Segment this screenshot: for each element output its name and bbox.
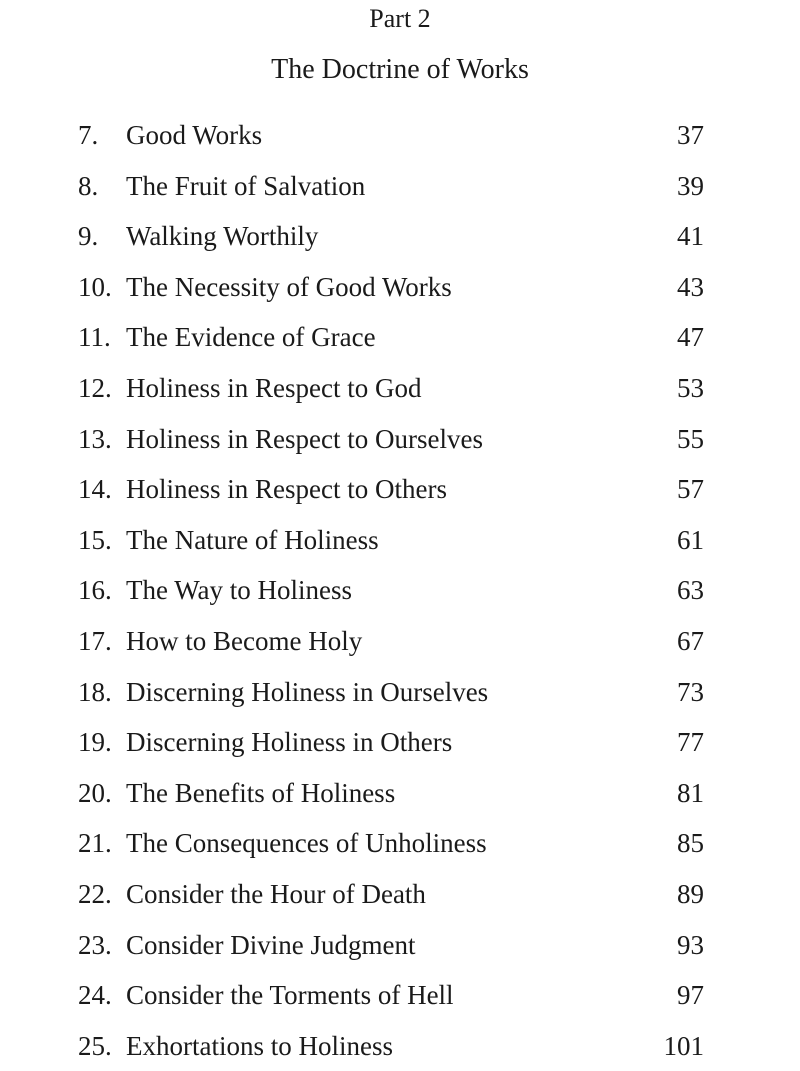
toc-entry-number: 23. (78, 929, 112, 960)
toc-entry-number: 24. (78, 980, 112, 1011)
toc-entry-title: The Evidence of Grace (126, 322, 376, 353)
toc-entry-page: 57 (677, 474, 704, 505)
toc-entry-number: 10. (78, 271, 112, 302)
toc-entry[interactable] (78, 312, 704, 363)
toc-entry-page: 61 (677, 524, 704, 555)
toc-entry-number: 7. (78, 120, 99, 150)
toc-entry[interactable] (78, 262, 704, 313)
toc-entry-page: 39 (677, 170, 704, 201)
toc-entry[interactable] (78, 1021, 704, 1071)
toc-entry-page: 81 (677, 777, 704, 808)
toc-entry[interactable] (78, 717, 704, 768)
toc-entry[interactable] (78, 161, 704, 212)
toc-entry[interactable] (78, 363, 704, 414)
toc-entry-number: 20. (78, 777, 112, 808)
toc-entry-title: Consider Divine Judgment (126, 929, 416, 960)
part-title: The Doctrine of Works (271, 54, 529, 85)
toc-entry-page: 97 (677, 980, 704, 1011)
toc-entry-page: 89 (677, 878, 704, 909)
table-of-contents (78, 110, 704, 1071)
toc-entry-number: 13. (78, 423, 112, 454)
toc-entry[interactable] (78, 818, 704, 869)
toc-entry-page: 73 (677, 676, 704, 707)
toc-entry[interactable] (78, 616, 704, 667)
toc-entry-title: The Fruit of Salvation (126, 170, 366, 201)
toc-entry-number: 14. (78, 474, 112, 505)
toc-entry[interactable] (78, 211, 704, 262)
toc-entry-title: Walking Worthily (126, 221, 319, 252)
toc-entry[interactable] (78, 970, 704, 1021)
toc-entry[interactable] (78, 768, 704, 819)
toc-entry-number: 18. (78, 676, 112, 707)
toc-entry-number: 8. (78, 170, 99, 201)
toc-entry-page: 53 (677, 372, 704, 403)
toc-entry[interactable] (78, 667, 704, 718)
toc-entry-number: 17. (78, 625, 112, 656)
toc-entry-number: 25. (78, 1030, 112, 1061)
toc-entry-title: Discerning Holiness in Ourselves (126, 676, 489, 707)
toc-entry-number: 11. (78, 322, 111, 353)
toc-entry[interactable] (78, 869, 704, 920)
toc-entry-title: The Necessity of Good Works (126, 271, 452, 302)
toc-entry[interactable] (78, 565, 704, 616)
toc-entry-number: 16. (78, 575, 112, 606)
toc-entry-title: Holiness in Respect to God (126, 372, 422, 403)
toc-entry-title: How to Become Holy (126, 625, 363, 656)
toc-entry-page: 55 (677, 423, 704, 454)
toc-entry[interactable] (78, 515, 704, 566)
toc-entry-number: 15. (78, 524, 112, 555)
toc-entry-page: 93 (677, 929, 704, 960)
toc-entry-page: 85 (677, 828, 704, 859)
toc-entry-title: Exhortations to Holiness (126, 1030, 393, 1061)
toc-entry-title: Discerning Holiness in Others (126, 727, 453, 758)
toc-entry-page: 47 (677, 322, 704, 353)
toc-entry[interactable] (78, 464, 704, 515)
toc-entry-page: 101 (663, 1030, 704, 1061)
toc-entry-title: Holiness in Respect to Others (126, 474, 447, 505)
toc-entry-number: 21. (78, 828, 112, 859)
toc-entry[interactable] (78, 414, 704, 465)
toc-entry-page: 77 (677, 727, 704, 758)
toc-entry-number: 19. (78, 727, 112, 758)
toc-entry-title: The Nature of Holiness (126, 524, 379, 555)
toc-entry-page: 63 (677, 575, 704, 606)
part-label: Part 2 (369, 4, 431, 33)
toc-entry[interactable] (78, 110, 704, 161)
toc-entry-page: 67 (677, 625, 704, 656)
toc-entry-title: Good Works (126, 120, 263, 150)
toc-entry-number: 22. (78, 878, 112, 909)
toc-entry-title: The Way to Holiness (126, 575, 353, 606)
toc-entry-page: 43 (677, 271, 704, 302)
toc-entry-number: 12. (78, 372, 112, 403)
toc-entry-title: The Benefits of Holiness (126, 777, 396, 808)
toc-entry-title: Consider the Torments of Hell (126, 980, 454, 1011)
toc-entry-title: The Consequences of Unholiness (126, 828, 487, 859)
toc-entry-page: 41 (677, 221, 704, 252)
toc-entry-page: 37 (677, 120, 704, 150)
toc-entry-number: 9. (78, 221, 99, 252)
toc-entry[interactable] (78, 920, 704, 971)
toc-entry-title: Holiness in Respect to Ourselves (126, 423, 483, 454)
toc-entry-title: Consider the Hour of Death (126, 878, 426, 909)
